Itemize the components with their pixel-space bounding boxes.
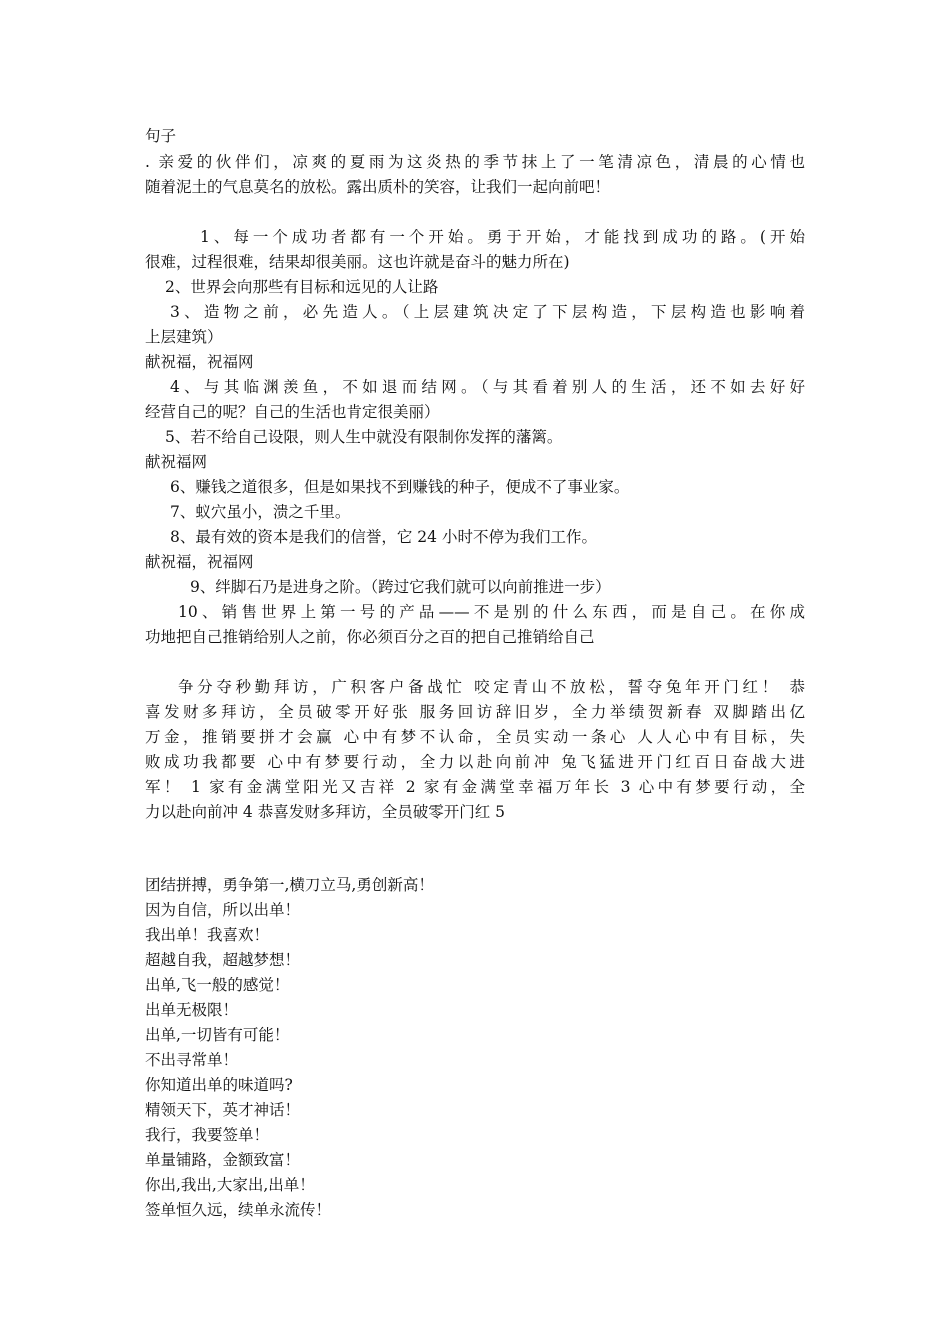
slogan-item: 你知道出单的味道吗? [145,1076,293,1094]
quote-line: 9、绊脚石乃是进身之阶。（跨过它我们就可以向前推进一步） [190,578,611,596]
slogan-paragraph-line: 万金，推销要拼才会赢 心中有梦不认命，全员实动一条心 人人心中有目标，失 [145,728,805,746]
slogan-paragraph-line: 喜发财多拜访，全员破零开好张 服务回访辞旧岁，全力举绩贺新春 双脚踏出亿 [145,703,805,721]
slogan-item: 超越自我，超越梦想！ [145,951,301,969]
intro-line: 随着泥土的气息莫名的放松。露出质朴的笑容，让我们一起向前吧！ [145,178,611,196]
quote-line: 8、最有效的资本是我们的信誉，它 24 小时不停为我们工作。 [170,528,597,546]
slogan-item: 出单,一切皆有可能！ [145,1026,290,1044]
slogan-paragraph-line: 军！ 1 家有金满堂阳光又吉祥 2 家有金满堂幸福万年长 3 心中有梦要行动，全 [145,778,805,796]
slogan-item: 你出,我出,大家出,出单！ [145,1176,315,1194]
source-credit: 献祝福网 [145,453,208,471]
quote-line: 5、若不给自己设限，则人生中就没有限制你发挥的藩篱。 [165,428,563,446]
quote-line: 功地把自己推销给别人之前，你必须百分之百的把自己推销给自己 [145,628,595,646]
quote-line: 3、造物之前，必先造人。（上层建筑决定了下层构造，下层构造也影响着 [170,303,805,321]
source-credit: 献祝福，祝福网 [145,353,254,371]
slogan-item: 因为自信，所以出单！ [145,901,301,919]
quote-line: 4、与其临渊羡鱼，不如退而结网。（与其看着别人的生活，还不如去好好 [170,378,805,396]
slogan-item: 出单,飞一般的感觉！ [145,976,290,994]
doc-title: 句子 [145,127,177,145]
quote-line: 2、世界会向那些有目标和远见的人让路 [165,278,439,296]
quote-line: 经营自己的呢？自己的生活也肯定很美丽） [145,403,440,421]
quote-line: 上层建筑） [145,328,223,346]
slogan-item: 单量铺路，金额致富！ [145,1151,301,1169]
slogan-item: 出单无极限！ [145,1001,239,1019]
slogan-item: 不出寻常单！ [145,1051,239,1069]
quote-line: 10、销售世界上第一号的产品——不是别的什么东西，而是自己。在你成 [178,603,805,621]
quote-line: 7、蚁穴虽小，溃之千里。 [170,503,351,521]
slogan-item: 签单恒久远，续单永流传！ [145,1201,332,1219]
quote-line: 1、每一个成功者都有一个开始。勇于开始，才能找到成功的路。(开始 [200,228,805,246]
quote-line: 6、赚钱之道很多，但是如果找不到赚钱的种子，便成不了事业家。 [170,478,630,496]
quote-line: 很难，过程很难，结果却很美丽。这也许就是奋斗的魅力所在) [145,253,570,271]
slogan-item: 团结拼搏，勇争第一,横刀立马,勇创新高！ [145,876,434,894]
intro-line: . 亲爱的伙伴们，凉爽的夏雨为这炎热的季节抹上了一笔清凉色，清晨的心情也 [145,153,805,171]
slogan-item: 精领天下，英才神话！ [145,1101,301,1119]
source-credit: 献祝福，祝福网 [145,553,254,571]
slogan-paragraph-line: 争分夺秒勤拜访，广积客户备战忙 咬定青山不放松，誓夺兔年开门红！ 恭 [178,678,805,696]
slogan-item: 我行，我要签单！ [145,1126,270,1144]
slogan-paragraph-line: 败成功我都要 心中有梦要行动，全力以赴向前冲 兔飞猛进开门红百日奋战大进 [145,753,805,771]
slogan-paragraph-line: 力以赴向前冲 4 恭喜发财多拜访，全员破零开门红 5 [145,803,506,821]
slogan-item: 我出单！我喜欢！ [145,926,270,944]
